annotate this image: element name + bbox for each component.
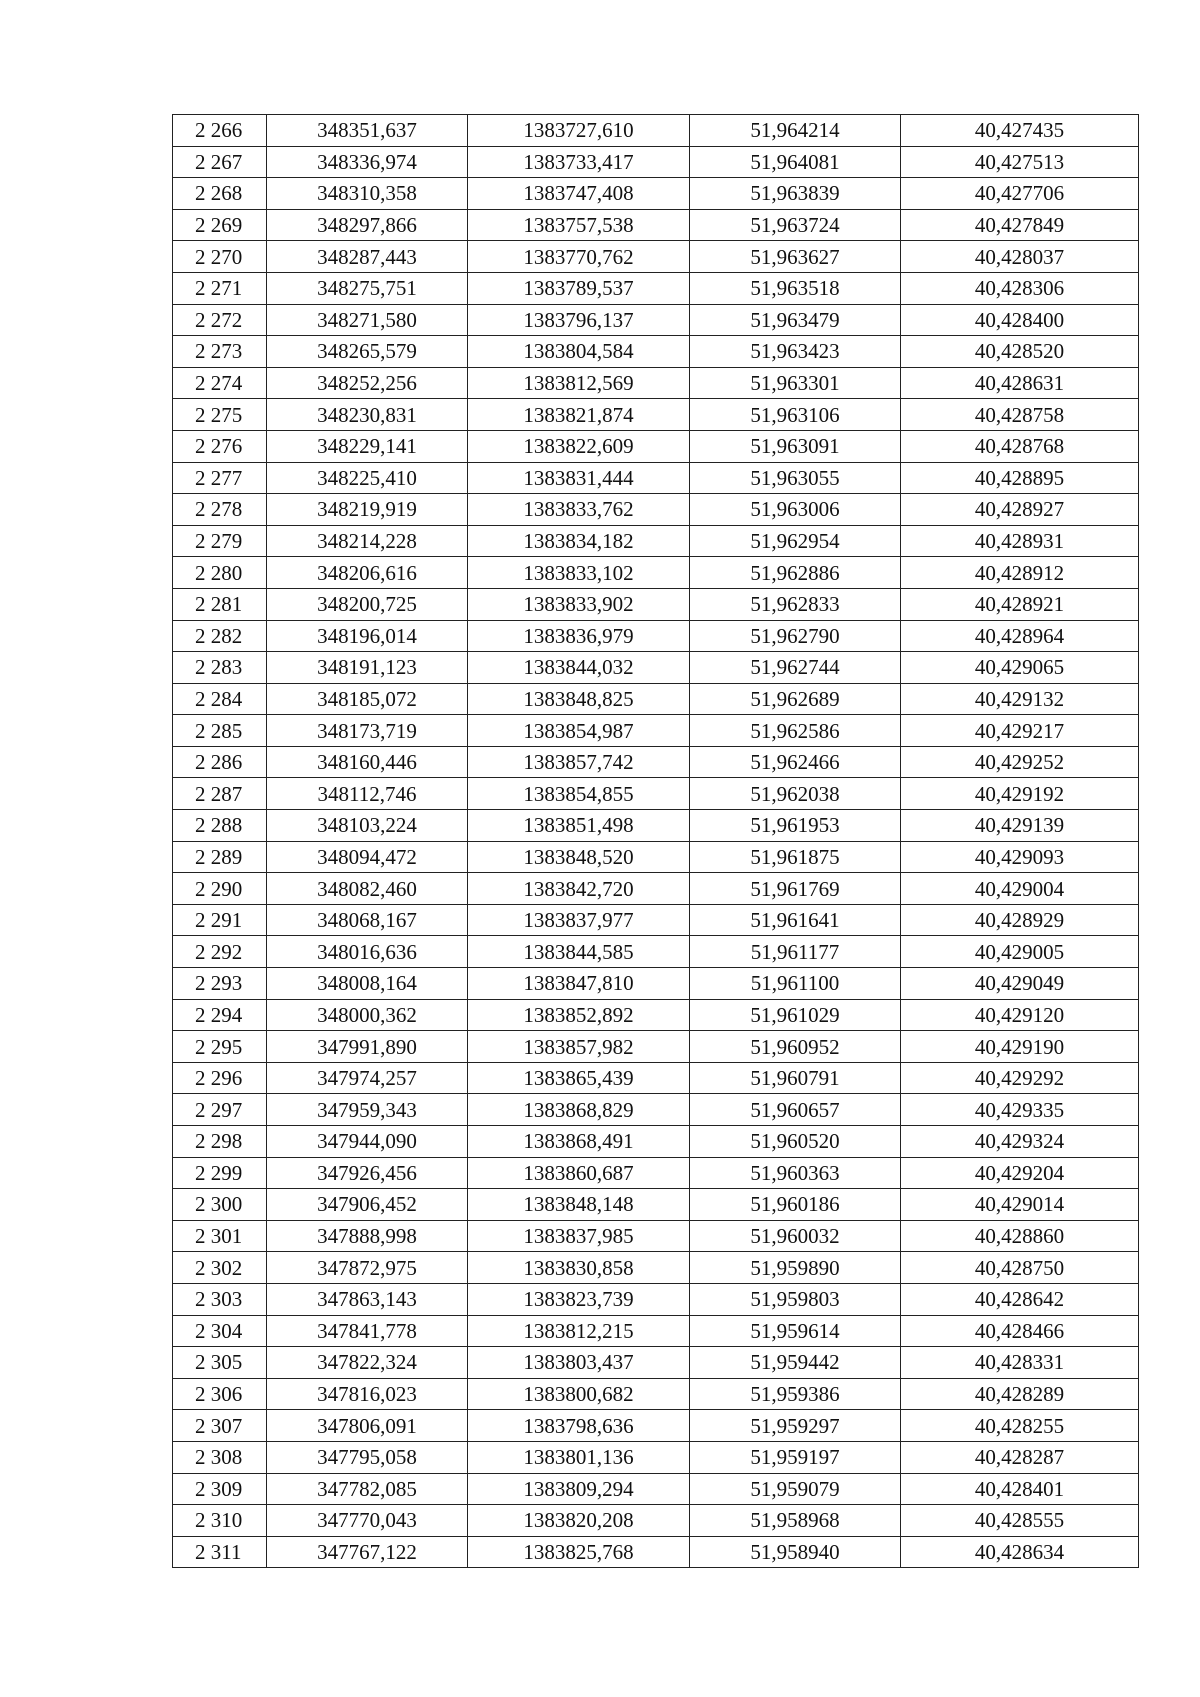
table-row (173, 683, 1139, 715)
longitude-cell: 40,429335 (901, 1094, 1139, 1126)
x-coordinate-cell: 348310,358 (267, 178, 468, 210)
longitude-cell: 40,428400 (901, 304, 1139, 336)
y-coordinate-cell: 1383831,444 (468, 462, 690, 494)
y-coordinate-cell: 1383844,032 (468, 652, 690, 684)
point-number-cell: 2 295 (173, 1031, 267, 1063)
point-number-cell: 2 310 (173, 1505, 267, 1537)
point-number-cell: 2 271 (173, 272, 267, 304)
table-row (173, 778, 1139, 810)
longitude-cell: 40,428287 (901, 1441, 1139, 1473)
latitude-cell: 51,961769 (690, 873, 901, 905)
y-coordinate-cell: 1383833,102 (468, 557, 690, 589)
x-coordinate-cell: 347991,890 (267, 1031, 468, 1063)
longitude-cell: 40,428631 (901, 367, 1139, 399)
x-coordinate-cell: 347959,343 (267, 1094, 468, 1126)
x-coordinate-cell: 347795,058 (267, 1441, 468, 1473)
point-number-cell: 2 303 (173, 1283, 267, 1315)
y-coordinate-cell: 1383848,520 (468, 841, 690, 873)
latitude-cell: 51,962833 (690, 588, 901, 620)
table-row (173, 1220, 1139, 1252)
longitude-cell: 40,428289 (901, 1378, 1139, 1410)
table-row (173, 1157, 1139, 1189)
point-number-cell: 2 272 (173, 304, 267, 336)
latitude-cell: 51,963106 (690, 399, 901, 431)
longitude-cell: 40,428555 (901, 1505, 1139, 1537)
point-number-cell: 2 299 (173, 1157, 267, 1189)
longitude-cell: 40,427706 (901, 178, 1139, 210)
table-row (173, 525, 1139, 557)
point-number-cell: 2 275 (173, 399, 267, 431)
y-coordinate-cell: 1383837,985 (468, 1220, 690, 1252)
x-coordinate-cell: 348185,072 (267, 683, 468, 715)
table-row (173, 1378, 1139, 1410)
table-row (173, 1252, 1139, 1284)
longitude-cell: 40,429132 (901, 683, 1139, 715)
latitude-cell: 51,959297 (690, 1410, 901, 1442)
longitude-cell: 40,428520 (901, 336, 1139, 368)
point-number-cell: 2 279 (173, 525, 267, 557)
point-number-cell: 2 296 (173, 1062, 267, 1094)
x-coordinate-cell: 348265,579 (267, 336, 468, 368)
y-coordinate-cell: 1383825,768 (468, 1536, 690, 1568)
latitude-cell: 51,960520 (690, 1126, 901, 1158)
y-coordinate-cell: 1383770,762 (468, 241, 690, 273)
longitude-cell: 40,428931 (901, 525, 1139, 557)
table-row (173, 1473, 1139, 1505)
longitude-cell: 40,428912 (901, 557, 1139, 589)
point-number-cell: 2 285 (173, 715, 267, 747)
y-coordinate-cell: 1383851,498 (468, 810, 690, 842)
y-coordinate-cell: 1383800,682 (468, 1378, 690, 1410)
x-coordinate-cell: 347863,143 (267, 1283, 468, 1315)
coordinates-table-body (173, 115, 1139, 1568)
longitude-cell: 40,429093 (901, 841, 1139, 873)
x-coordinate-cell: 347770,043 (267, 1505, 468, 1537)
point-number-cell: 2 274 (173, 367, 267, 399)
latitude-cell: 51,962954 (690, 525, 901, 557)
x-coordinate-cell: 347906,452 (267, 1189, 468, 1221)
longitude-cell: 40,429049 (901, 968, 1139, 1000)
x-coordinate-cell: 348336,974 (267, 146, 468, 178)
x-coordinate-cell: 348094,472 (267, 841, 468, 873)
table-row (173, 241, 1139, 273)
y-coordinate-cell: 1383844,585 (468, 936, 690, 968)
longitude-cell: 40,428401 (901, 1473, 1139, 1505)
x-coordinate-cell: 348173,719 (267, 715, 468, 747)
y-coordinate-cell: 1383857,742 (468, 746, 690, 778)
longitude-cell: 40,427849 (901, 209, 1139, 241)
latitude-cell: 51,962790 (690, 620, 901, 652)
latitude-cell: 51,963724 (690, 209, 901, 241)
latitude-cell: 51,962886 (690, 557, 901, 589)
x-coordinate-cell: 347822,324 (267, 1347, 468, 1379)
longitude-cell: 40,428860 (901, 1220, 1139, 1252)
table-row (173, 1189, 1139, 1221)
point-number-cell: 2 307 (173, 1410, 267, 1442)
longitude-cell: 40,427513 (901, 146, 1139, 178)
latitude-cell: 51,963006 (690, 494, 901, 526)
table-row (173, 1126, 1139, 1158)
x-coordinate-cell: 348008,164 (267, 968, 468, 1000)
point-number-cell: 2 269 (173, 209, 267, 241)
y-coordinate-cell: 1383833,902 (468, 588, 690, 620)
x-coordinate-cell: 348206,616 (267, 557, 468, 589)
y-coordinate-cell: 1383804,584 (468, 336, 690, 368)
longitude-cell: 40,429324 (901, 1126, 1139, 1158)
latitude-cell: 51,961875 (690, 841, 901, 873)
point-number-cell: 2 286 (173, 746, 267, 778)
point-number-cell: 2 298 (173, 1126, 267, 1158)
latitude-cell: 51,960952 (690, 1031, 901, 1063)
point-number-cell: 2 302 (173, 1252, 267, 1284)
longitude-cell: 40,428466 (901, 1315, 1139, 1347)
longitude-cell: 40,429005 (901, 936, 1139, 968)
longitude-cell: 40,428255 (901, 1410, 1139, 1442)
x-coordinate-cell: 348068,167 (267, 904, 468, 936)
y-coordinate-cell: 1383796,137 (468, 304, 690, 336)
y-coordinate-cell: 1383857,982 (468, 1031, 690, 1063)
y-coordinate-cell: 1383821,874 (468, 399, 690, 431)
table-row (173, 336, 1139, 368)
point-number-cell: 2 282 (173, 620, 267, 652)
table-row (173, 557, 1139, 589)
longitude-cell: 40,428929 (901, 904, 1139, 936)
longitude-cell: 40,429204 (901, 1157, 1139, 1189)
point-number-cell: 2 266 (173, 115, 267, 147)
y-coordinate-cell: 1383865,439 (468, 1062, 690, 1094)
x-coordinate-cell: 348351,637 (267, 115, 468, 147)
latitude-cell: 51,962586 (690, 715, 901, 747)
longitude-cell: 40,428964 (901, 620, 1139, 652)
table-row (173, 399, 1139, 431)
y-coordinate-cell: 1383757,538 (468, 209, 690, 241)
table-row (173, 715, 1139, 747)
point-number-cell: 2 278 (173, 494, 267, 526)
latitude-cell: 51,960657 (690, 1094, 901, 1126)
y-coordinate-cell: 1383830,858 (468, 1252, 690, 1284)
latitude-cell: 51,961641 (690, 904, 901, 936)
table-row (173, 1505, 1139, 1537)
table-row (173, 746, 1139, 778)
table-row (173, 999, 1139, 1031)
point-number-cell: 2 276 (173, 430, 267, 462)
coordinates-table (172, 114, 1139, 1568)
x-coordinate-cell: 348219,919 (267, 494, 468, 526)
table-row (173, 1410, 1139, 1442)
x-coordinate-cell: 348230,831 (267, 399, 468, 431)
longitude-cell: 40,428921 (901, 588, 1139, 620)
y-coordinate-cell: 1383812,215 (468, 1315, 690, 1347)
latitude-cell: 51,960363 (690, 1157, 901, 1189)
latitude-cell: 51,959614 (690, 1315, 901, 1347)
x-coordinate-cell: 347926,456 (267, 1157, 468, 1189)
longitude-cell: 40,428037 (901, 241, 1139, 273)
table-row (173, 367, 1139, 399)
y-coordinate-cell: 1383847,810 (468, 968, 690, 1000)
latitude-cell: 51,964081 (690, 146, 901, 178)
y-coordinate-cell: 1383801,136 (468, 1441, 690, 1473)
y-coordinate-cell: 1383854,855 (468, 778, 690, 810)
x-coordinate-cell: 347816,023 (267, 1378, 468, 1410)
table-row (173, 936, 1139, 968)
longitude-cell: 40,429139 (901, 810, 1139, 842)
longitude-cell: 40,428331 (901, 1347, 1139, 1379)
latitude-cell: 51,963479 (690, 304, 901, 336)
x-coordinate-cell: 348103,224 (267, 810, 468, 842)
y-coordinate-cell: 1383789,537 (468, 272, 690, 304)
y-coordinate-cell: 1383836,979 (468, 620, 690, 652)
longitude-cell: 40,429004 (901, 873, 1139, 905)
x-coordinate-cell: 347806,091 (267, 1410, 468, 1442)
table-row (173, 620, 1139, 652)
point-number-cell: 2 284 (173, 683, 267, 715)
y-coordinate-cell: 1383833,762 (468, 494, 690, 526)
table-row (173, 146, 1139, 178)
x-coordinate-cell: 348225,410 (267, 462, 468, 494)
point-number-cell: 2 290 (173, 873, 267, 905)
y-coordinate-cell: 1383798,636 (468, 1410, 690, 1442)
point-number-cell: 2 291 (173, 904, 267, 936)
x-coordinate-cell: 348082,460 (267, 873, 468, 905)
latitude-cell: 51,960186 (690, 1189, 901, 1221)
longitude-cell: 40,428634 (901, 1536, 1139, 1568)
point-number-cell: 2 294 (173, 999, 267, 1031)
latitude-cell: 51,963055 (690, 462, 901, 494)
latitude-cell: 51,959386 (690, 1378, 901, 1410)
latitude-cell: 51,959803 (690, 1283, 901, 1315)
point-number-cell: 2 300 (173, 1189, 267, 1221)
longitude-cell: 40,429014 (901, 1189, 1139, 1221)
y-coordinate-cell: 1383747,408 (468, 178, 690, 210)
point-number-cell: 2 289 (173, 841, 267, 873)
longitude-cell: 40,429065 (901, 652, 1139, 684)
table-row (173, 1094, 1139, 1126)
point-number-cell: 2 306 (173, 1378, 267, 1410)
point-number-cell: 2 281 (173, 588, 267, 620)
longitude-cell: 40,429192 (901, 778, 1139, 810)
latitude-cell: 51,962744 (690, 652, 901, 684)
y-coordinate-cell: 1383837,977 (468, 904, 690, 936)
x-coordinate-cell: 348112,746 (267, 778, 468, 810)
x-coordinate-cell: 348229,141 (267, 430, 468, 462)
latitude-cell: 51,963423 (690, 336, 901, 368)
latitude-cell: 51,960791 (690, 1062, 901, 1094)
y-coordinate-cell: 1383834,182 (468, 525, 690, 557)
y-coordinate-cell: 1383860,687 (468, 1157, 690, 1189)
x-coordinate-cell: 348275,751 (267, 272, 468, 304)
x-coordinate-cell: 347767,122 (267, 1536, 468, 1568)
latitude-cell: 51,963301 (690, 367, 901, 399)
table-row (173, 841, 1139, 873)
table-row (173, 494, 1139, 526)
latitude-cell: 51,963627 (690, 241, 901, 273)
longitude-cell: 40,428750 (901, 1252, 1139, 1284)
longitude-cell: 40,428895 (901, 462, 1139, 494)
longitude-cell: 40,429252 (901, 746, 1139, 778)
table-row (173, 1315, 1139, 1347)
table-row (173, 873, 1139, 905)
latitude-cell: 51,962689 (690, 683, 901, 715)
table-row (173, 1283, 1139, 1315)
table-row (173, 209, 1139, 241)
y-coordinate-cell: 1383848,825 (468, 683, 690, 715)
point-number-cell: 2 309 (173, 1473, 267, 1505)
table-row (173, 462, 1139, 494)
point-number-cell: 2 297 (173, 1094, 267, 1126)
latitude-cell: 51,963091 (690, 430, 901, 462)
point-number-cell: 2 268 (173, 178, 267, 210)
point-number-cell: 2 308 (173, 1441, 267, 1473)
table-row (173, 1441, 1139, 1473)
latitude-cell: 51,962466 (690, 746, 901, 778)
table-row (173, 115, 1139, 147)
point-number-cell: 2 270 (173, 241, 267, 273)
y-coordinate-cell: 1383842,720 (468, 873, 690, 905)
x-coordinate-cell: 348287,443 (267, 241, 468, 273)
point-number-cell: 2 287 (173, 778, 267, 810)
latitude-cell: 51,961100 (690, 968, 901, 1000)
y-coordinate-cell: 1383733,417 (468, 146, 690, 178)
x-coordinate-cell: 348191,123 (267, 652, 468, 684)
y-coordinate-cell: 1383823,739 (468, 1283, 690, 1315)
point-number-cell: 2 305 (173, 1347, 267, 1379)
x-coordinate-cell: 348200,725 (267, 588, 468, 620)
x-coordinate-cell: 347888,998 (267, 1220, 468, 1252)
y-coordinate-cell: 1383803,437 (468, 1347, 690, 1379)
latitude-cell: 51,959890 (690, 1252, 901, 1284)
table-row (173, 810, 1139, 842)
x-coordinate-cell: 347782,085 (267, 1473, 468, 1505)
latitude-cell: 51,963518 (690, 272, 901, 304)
latitude-cell: 51,959079 (690, 1473, 901, 1505)
table-row (173, 1031, 1139, 1063)
point-number-cell: 2 292 (173, 936, 267, 968)
longitude-cell: 40,427435 (901, 115, 1139, 147)
point-number-cell: 2 267 (173, 146, 267, 178)
table-row (173, 430, 1139, 462)
x-coordinate-cell: 348297,866 (267, 209, 468, 241)
point-number-cell: 2 311 (173, 1536, 267, 1568)
table-row (173, 304, 1139, 336)
x-coordinate-cell: 348016,636 (267, 936, 468, 968)
latitude-cell: 51,963839 (690, 178, 901, 210)
longitude-cell: 40,429190 (901, 1031, 1139, 1063)
table-row (173, 1347, 1139, 1379)
x-coordinate-cell: 347841,778 (267, 1315, 468, 1347)
y-coordinate-cell: 1383868,829 (468, 1094, 690, 1126)
latitude-cell: 51,959442 (690, 1347, 901, 1379)
longitude-cell: 40,429292 (901, 1062, 1139, 1094)
y-coordinate-cell: 1383868,491 (468, 1126, 690, 1158)
y-coordinate-cell: 1383852,892 (468, 999, 690, 1031)
longitude-cell: 40,428927 (901, 494, 1139, 526)
point-number-cell: 2 301 (173, 1220, 267, 1252)
point-number-cell: 2 304 (173, 1315, 267, 1347)
table-row (173, 178, 1139, 210)
longitude-cell: 40,428768 (901, 430, 1139, 462)
table-row (173, 1536, 1139, 1568)
latitude-cell: 51,959197 (690, 1441, 901, 1473)
point-number-cell: 2 273 (173, 336, 267, 368)
x-coordinate-cell: 348271,580 (267, 304, 468, 336)
table-row (173, 588, 1139, 620)
longitude-cell: 40,429217 (901, 715, 1139, 747)
x-coordinate-cell: 348252,256 (267, 367, 468, 399)
y-coordinate-cell: 1383822,609 (468, 430, 690, 462)
longitude-cell: 40,428758 (901, 399, 1139, 431)
x-coordinate-cell: 347974,257 (267, 1062, 468, 1094)
table-row (173, 272, 1139, 304)
latitude-cell: 51,961029 (690, 999, 901, 1031)
table-row (173, 968, 1139, 1000)
y-coordinate-cell: 1383848,148 (468, 1189, 690, 1221)
x-coordinate-cell: 348196,014 (267, 620, 468, 652)
point-number-cell: 2 277 (173, 462, 267, 494)
latitude-cell: 51,961177 (690, 936, 901, 968)
x-coordinate-cell: 348160,446 (267, 746, 468, 778)
y-coordinate-cell: 1383820,208 (468, 1505, 690, 1537)
latitude-cell: 51,958968 (690, 1505, 901, 1537)
point-number-cell: 2 280 (173, 557, 267, 589)
y-coordinate-cell: 1383812,569 (468, 367, 690, 399)
y-coordinate-cell: 1383727,610 (468, 115, 690, 147)
point-number-cell: 2 283 (173, 652, 267, 684)
latitude-cell: 51,964214 (690, 115, 901, 147)
x-coordinate-cell: 347944,090 (267, 1126, 468, 1158)
latitude-cell: 51,961953 (690, 810, 901, 842)
table-row (173, 652, 1139, 684)
point-number-cell: 2 293 (173, 968, 267, 1000)
latitude-cell: 51,960032 (690, 1220, 901, 1252)
x-coordinate-cell: 347872,975 (267, 1252, 468, 1284)
latitude-cell: 51,962038 (690, 778, 901, 810)
longitude-cell: 40,428306 (901, 272, 1139, 304)
point-number-cell: 2 288 (173, 810, 267, 842)
table-row (173, 1062, 1139, 1094)
latitude-cell: 51,958940 (690, 1536, 901, 1568)
x-coordinate-cell: 348000,362 (267, 999, 468, 1031)
y-coordinate-cell: 1383809,294 (468, 1473, 690, 1505)
longitude-cell: 40,429120 (901, 999, 1139, 1031)
y-coordinate-cell: 1383854,987 (468, 715, 690, 747)
table-row (173, 904, 1139, 936)
x-coordinate-cell: 348214,228 (267, 525, 468, 557)
longitude-cell: 40,428642 (901, 1283, 1139, 1315)
